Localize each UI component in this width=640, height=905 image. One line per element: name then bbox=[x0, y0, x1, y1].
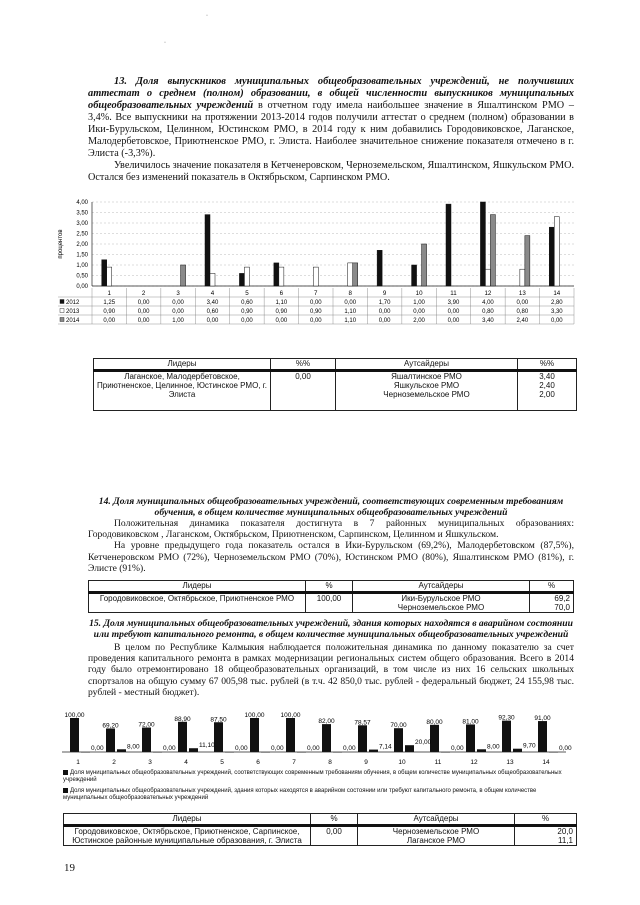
data-label: 0,00 bbox=[378, 309, 391, 315]
data-label: 0,00 bbox=[137, 318, 150, 324]
outsiders-values bbox=[518, 371, 577, 411]
x-tick-label: 13 bbox=[506, 759, 514, 766]
data-label: 0,00 bbox=[447, 318, 460, 324]
x-tick-label: 10 bbox=[398, 759, 406, 766]
section-14-paragraph-2: На уровне предыдущего года показатель остался в Ики-Бурульском (69,2%), Малодербетовском (87,5%), Кетченеровском РМО (72%), Черноземельском РМО (70%), Юстинском РМО (80%), Яшалтинском РМО (81%), г. Элисте (91%). bbox=[88, 540, 574, 574]
bar-2013-8 bbox=[348, 263, 353, 286]
outsider-value: 2,40 bbox=[539, 381, 555, 390]
header-percent-2: % bbox=[530, 581, 574, 593]
data-label: 88,90 bbox=[174, 715, 191, 723]
data-label: 0,00 bbox=[343, 745, 356, 752]
data-label: 1,10 bbox=[344, 309, 357, 315]
data-label: 0,00 bbox=[137, 300, 150, 306]
legend-swatch-2012 bbox=[60, 300, 64, 304]
data-label: 80,00 bbox=[426, 718, 443, 726]
outsiders-cell bbox=[336, 371, 518, 411]
bar-series-2-13 bbox=[513, 749, 522, 752]
data-label: 1,25 bbox=[103, 300, 116, 306]
x-tick-label: 12 bbox=[484, 290, 492, 297]
x-tick-label: 3 bbox=[176, 290, 180, 297]
outsiders-values bbox=[515, 826, 577, 846]
data-label: 0,00 bbox=[172, 300, 184, 306]
outsider-value: 69,2 bbox=[554, 594, 570, 603]
y-tick-label: 0,50 bbox=[76, 273, 88, 280]
bar-2012-5 bbox=[239, 273, 244, 286]
data-label: 2,40 bbox=[516, 318, 529, 324]
section-14-paragraph-1: Положительная динамика показателя достигнута в 7 районных муниципальных образованиях: Городовиковском , Лаганском, Октябрьском, Приютненском, Сарпинском, Целинном и Яшкульском. bbox=[88, 518, 574, 541]
data-label: 11,10 bbox=[199, 742, 215, 750]
bar-series-1-1 bbox=[70, 718, 79, 752]
section-13-text: в отчетном году имела наибольшее значение в Яшалтинском РМО – 3,4%. Все выпускники на протяжении 2013-2014 годов получили аттестат о среднем (полном) образовании в Ики-Бурульском, Целинном, Юстинском РМО, в 2014 году к ним добавились Городовиковское, Лаганское, Малодербетовское, Приютненское РМО, г. Элиста. Наиболее значительное снижение показателя отмечено в г. Элиста (-3,3%). bbox=[88, 100, 575, 159]
bar-2013-5 bbox=[244, 267, 249, 286]
data-label: 3,90 bbox=[447, 300, 460, 306]
x-tick-label: 1 bbox=[76, 759, 80, 766]
data-label: 0,00 bbox=[163, 745, 176, 752]
x-tick-label: 6 bbox=[256, 759, 260, 766]
leaders-cell: Городовиковское, Октябрьское, Приютненское РМО bbox=[89, 593, 306, 613]
table-13-leaders-outsiders bbox=[93, 358, 577, 411]
x-tick-label: 9 bbox=[364, 759, 368, 766]
bar-2012-14 bbox=[549, 227, 554, 286]
bar-2013-12 bbox=[485, 269, 490, 286]
data-label: 82,00 bbox=[318, 718, 335, 726]
y-tick-label: 2,00 bbox=[76, 242, 88, 248]
data-label: 0,00 bbox=[206, 318, 219, 324]
data-label: 4,00 bbox=[482, 300, 494, 306]
y-tick-label: 3,50 bbox=[76, 210, 88, 217]
data-label: 1,00 bbox=[413, 300, 425, 306]
bar-series-1-2 bbox=[106, 728, 115, 752]
data-label: 1,10 bbox=[275, 300, 288, 306]
outsider-value: 2,00 bbox=[539, 390, 555, 399]
data-label: 0,90 bbox=[309, 309, 322, 315]
data-label: 0,00 bbox=[91, 745, 104, 752]
x-tick-label: 14 bbox=[553, 290, 561, 297]
data-label: 0,00 bbox=[172, 309, 184, 315]
x-tick-label: 7 bbox=[314, 290, 318, 297]
x-tick-label: 6 bbox=[279, 290, 284, 297]
table-row bbox=[89, 593, 574, 613]
section-15-paragraph-1: В целом по Республике Калмыкия наблюдается положительная динамика по данному показателю за счет проведения капитального ремонта в рамках модернизации региональных систем общего образования. Всего в 2014 году было отремонтировано 18 общеобразовательных организаций, в том числе из них 16 сельских школьных спортзалов на общую сумму 67 005,98 тыс. рублей (в т.ч. 42 850,0 тыс. рублей - федеральный бюджет, 24 155,98 тыс. рублей - местный бюджет). bbox=[88, 642, 574, 698]
legend-label-2012: 2012 bbox=[66, 300, 80, 306]
data-label: 100,00 bbox=[64, 712, 85, 719]
data-label: 0,00 bbox=[103, 318, 116, 324]
bar-series-1-9 bbox=[358, 725, 367, 752]
bar-series-1-14 bbox=[538, 721, 547, 752]
bar-2012-12 bbox=[480, 202, 485, 286]
bar-2014-10 bbox=[422, 244, 427, 286]
x-tick-label: 7 bbox=[292, 759, 296, 766]
bar-2013-13 bbox=[520, 269, 525, 286]
bar-series-2-10 bbox=[405, 745, 414, 752]
legend-swatch-2014 bbox=[60, 318, 64, 322]
table-header-row bbox=[64, 814, 577, 826]
outsider-name: Лаганское РМО bbox=[406, 836, 466, 845]
bar-2013-6 bbox=[279, 267, 284, 286]
data-label: 1,00 bbox=[172, 318, 184, 324]
x-tick-label: 4 bbox=[210, 290, 215, 297]
data-label: 0,00 bbox=[516, 300, 529, 306]
bar-2012-4 bbox=[205, 215, 210, 286]
bar-2014-13 bbox=[525, 236, 530, 286]
legend-label-2014: 2014 bbox=[66, 318, 80, 324]
bar-2012-1 bbox=[102, 260, 107, 286]
data-label: 0,00 bbox=[235, 745, 248, 752]
bar-series-1-13 bbox=[502, 721, 511, 752]
data-label: 9,70 bbox=[523, 742, 536, 750]
data-label: 81,00 bbox=[462, 718, 479, 726]
header-leaders: Лидеры bbox=[64, 814, 311, 826]
bar-series-1-3 bbox=[142, 728, 151, 752]
outsider-value: 70,0 bbox=[554, 603, 570, 612]
bar-series-1-10 bbox=[394, 728, 403, 752]
data-label: 0,00 bbox=[451, 745, 464, 752]
data-label: 0,00 bbox=[309, 300, 322, 306]
header-outsiders: Аутсайдеры bbox=[336, 359, 518, 371]
bar-2013-4 bbox=[210, 273, 215, 286]
outsider-name: Черноземельское РМО bbox=[383, 390, 470, 399]
data-label: 0,00 bbox=[307, 745, 320, 752]
data-label: 92,30 bbox=[498, 714, 515, 722]
data-label: 0,80 bbox=[516, 309, 529, 315]
outsider-name: Яшалтинское РМО bbox=[391, 372, 462, 381]
header-leaders: Лидеры bbox=[94, 359, 271, 371]
page-number: 19 bbox=[64, 862, 75, 874]
bar-2012-6 bbox=[274, 263, 279, 286]
x-tick-label: 12 bbox=[470, 759, 478, 766]
data-label: 2,00 bbox=[413, 318, 425, 324]
legend-swatch bbox=[63, 788, 68, 793]
section-14-title: 14. Доля муниципальных общеобразовательных учреждений, соответствующих современным требованиям обучения, в общем количестве муниципальных общеобразовательных учреждений bbox=[98, 496, 564, 518]
bar-series-1-11 bbox=[430, 725, 439, 752]
x-tick-label: 9 bbox=[382, 290, 387, 297]
data-label: 1,70 bbox=[378, 300, 391, 306]
outsider-name: Яшкульское РМО bbox=[393, 381, 460, 390]
header-percent: % bbox=[311, 814, 358, 826]
outsider-value: 20,0 bbox=[557, 827, 573, 836]
table-header-row bbox=[89, 581, 574, 593]
table-row bbox=[64, 826, 577, 846]
y-axis-label: процентов bbox=[58, 229, 64, 259]
legend-label-2013: 2013 bbox=[66, 309, 80, 315]
outsider-name: Черноземельское РМО bbox=[397, 603, 485, 612]
data-label: 0,90 bbox=[275, 309, 288, 315]
data-label: 0,00 bbox=[550, 318, 563, 324]
data-label: 69,20 bbox=[102, 722, 119, 730]
outsiders-cell bbox=[353, 593, 530, 613]
section-13 bbox=[88, 76, 574, 184]
y-tick-label: 1,50 bbox=[76, 252, 88, 259]
y-tick-label: 2,50 bbox=[76, 231, 88, 238]
data-label: 0,00 bbox=[413, 309, 425, 315]
data-label: 0,90 bbox=[103, 309, 116, 315]
section-15 bbox=[88, 618, 574, 698]
leaders-cell: Городовиковское, Октябрьское, Приютненское, Сарпинское, Юстинское районные муниципальные образования, г. Элиста bbox=[64, 826, 311, 846]
x-tick-label: 8 bbox=[348, 290, 352, 297]
table-15-leaders-outsiders bbox=[63, 813, 577, 846]
bar-series-2-4 bbox=[189, 748, 198, 752]
x-tick-label: 2 bbox=[112, 759, 116, 766]
x-tick-label: 4 bbox=[184, 759, 188, 766]
leaders-cell: Лаганское, Малодербетовское, Приютненское, Целинное, Юстинское РМО, г. Элиста bbox=[94, 371, 271, 411]
header-percent-2: %% bbox=[518, 359, 577, 371]
x-tick-label: 14 bbox=[542, 759, 550, 766]
section-13-paragraph-2: Увеличилось значение показателя в Кетченеровском, Черноземельском, Яшалтинском, Яшкульском РМО. Остался без изменений показатель в Октябрьском, Сарпинском РМО. bbox=[88, 160, 574, 183]
y-tick-label: 3,00 bbox=[76, 221, 88, 227]
data-label: 100,00 bbox=[280, 712, 301, 719]
x-tick-label: 5 bbox=[245, 290, 249, 297]
data-label: 0,00 bbox=[559, 745, 572, 752]
data-label: 7,14 bbox=[379, 743, 392, 751]
bar-2012-9 bbox=[377, 250, 382, 286]
data-label: 100,00 bbox=[244, 712, 265, 719]
header-percent: %% bbox=[271, 359, 336, 371]
header-outsiders: Аутсайдеры bbox=[358, 814, 515, 826]
x-tick-label: 11 bbox=[434, 759, 442, 766]
outsider-value: 11,1 bbox=[558, 836, 573, 845]
outsider-name: Черноземельское РМО bbox=[392, 827, 480, 836]
x-tick-label: 2 bbox=[141, 290, 146, 297]
data-label: 3,40 bbox=[206, 300, 219, 306]
outsiders-values bbox=[530, 593, 574, 613]
chart-15-legend-item-2 bbox=[63, 788, 563, 802]
section-15-title: 15. Доля муниципальных общеобразовательных учреждений, здания которых находятся в аварийном состоянии или требуют капитального ремонта, в общем количестве муниципальных общеобразовательных учреждений bbox=[89, 618, 573, 640]
bar-2014-12 bbox=[490, 215, 495, 286]
bar-series-1-6 bbox=[250, 718, 259, 752]
bar-2012-10 bbox=[412, 265, 417, 286]
bar-series-2-2 bbox=[117, 749, 126, 752]
x-tick-label: 10 bbox=[415, 290, 423, 297]
data-label: 72,00 bbox=[138, 721, 155, 729]
data-label: 0,00 bbox=[378, 318, 391, 324]
x-tick-label: 8 bbox=[328, 759, 332, 766]
y-tick-label: 0,00 bbox=[76, 284, 88, 290]
chart-15-bar-chart bbox=[60, 708, 570, 770]
header-percent-2: % bbox=[515, 814, 577, 826]
bar-2013-1 bbox=[107, 267, 112, 286]
bar-2013-14 bbox=[554, 217, 559, 286]
bar-2012-11 bbox=[446, 204, 451, 286]
data-label: 8,00 bbox=[127, 743, 140, 751]
bar-series-1-4 bbox=[178, 722, 187, 752]
legend-label: Доля муниципальных общеобразовательных учреждений, здания которых находятся в аварийном состоянии или требуют капитального ремонта, в общем количестве муниципальных общеобразовательных учреждений bbox=[63, 788, 537, 802]
y-tick-label: 1,00 bbox=[76, 263, 88, 269]
bar-2014-8 bbox=[353, 263, 358, 286]
scan-speck: · bbox=[164, 40, 166, 46]
leaders-value: 0,00 bbox=[311, 826, 358, 846]
chart-15-legend-item-1 bbox=[63, 770, 563, 784]
leaders-value: 100,00 bbox=[306, 593, 353, 613]
data-label: 0,60 bbox=[206, 309, 219, 315]
data-label: 87,50 bbox=[210, 716, 227, 724]
section-14 bbox=[88, 496, 574, 574]
legend-label: Доля муниципальных общеобразовательных учреждений, соответствующих современным требованиям обучения, в общем количестве муниципальных общеобразовательных учреждений bbox=[63, 770, 562, 784]
data-label: 3,30 bbox=[550, 309, 563, 315]
table-header-row bbox=[94, 359, 577, 371]
outsider-name: Ики-Бурульское РМО bbox=[401, 594, 481, 603]
bar-series-1-12 bbox=[466, 724, 475, 752]
bar-series-1-7 bbox=[286, 718, 295, 752]
bar-series-2-9 bbox=[369, 750, 378, 752]
bar-2013-7 bbox=[313, 267, 318, 286]
data-label: 91,00 bbox=[534, 715, 551, 723]
header-percent: % bbox=[306, 581, 353, 593]
data-label: 0,60 bbox=[241, 300, 253, 306]
section-13-paragraph-1 bbox=[88, 76, 574, 160]
outsiders-cell bbox=[358, 826, 515, 846]
data-label: 0,00 bbox=[344, 300, 357, 306]
bar-series-1-5 bbox=[214, 722, 223, 752]
data-label: 0,00 bbox=[271, 745, 284, 752]
table-14-leaders-outsiders bbox=[88, 580, 574, 613]
chart-13-bar-chart bbox=[56, 196, 576, 342]
y-tick-label: 4,00 bbox=[76, 200, 88, 206]
data-label: 0,00 bbox=[447, 309, 460, 315]
section-13-title: 13. Доля выпускников муниципальных общеобразовательных учреждений, не получивших аттестат о среднем (полном) образовании, в общей численности выпускников муниципальных общеобразовательных учреждений bbox=[88, 76, 574, 111]
data-label: 0,00 bbox=[309, 318, 322, 324]
data-label: 8,00 bbox=[487, 743, 500, 751]
bar-series-2-12 bbox=[477, 749, 486, 752]
bar-2014-3 bbox=[181, 265, 186, 286]
data-label: 78,57 bbox=[354, 719, 371, 727]
x-tick-label: 1 bbox=[107, 290, 111, 297]
outsider-value: 3,40 bbox=[539, 372, 555, 381]
x-tick-label: 5 bbox=[220, 759, 224, 766]
data-label: 1,10 bbox=[344, 318, 357, 324]
header-leaders: Лидеры bbox=[89, 581, 306, 593]
data-label: 0,00 bbox=[241, 318, 253, 324]
data-label: 2,80 bbox=[550, 300, 563, 306]
x-tick-label: 3 bbox=[148, 759, 152, 766]
x-tick-label: 13 bbox=[518, 290, 526, 297]
data-label: 0,00 bbox=[275, 318, 288, 324]
legend-swatch-2013 bbox=[60, 309, 64, 313]
header-outsiders: Аутсайдеры bbox=[353, 581, 530, 593]
leaders-value: 0,00 bbox=[271, 371, 336, 411]
data-label: 0,90 bbox=[241, 309, 253, 315]
bar-series-1-8 bbox=[322, 724, 331, 752]
data-label: 0,80 bbox=[482, 309, 494, 315]
data-label: 20,00 bbox=[415, 739, 432, 747]
x-tick-label: 11 bbox=[450, 290, 457, 297]
legend-swatch bbox=[63, 770, 68, 775]
table-row bbox=[94, 371, 577, 411]
data-label: 3,40 bbox=[482, 318, 494, 324]
data-label: 0,00 bbox=[137, 309, 150, 315]
data-label: 70,00 bbox=[390, 722, 407, 730]
scan-speck: · bbox=[206, 13, 208, 19]
